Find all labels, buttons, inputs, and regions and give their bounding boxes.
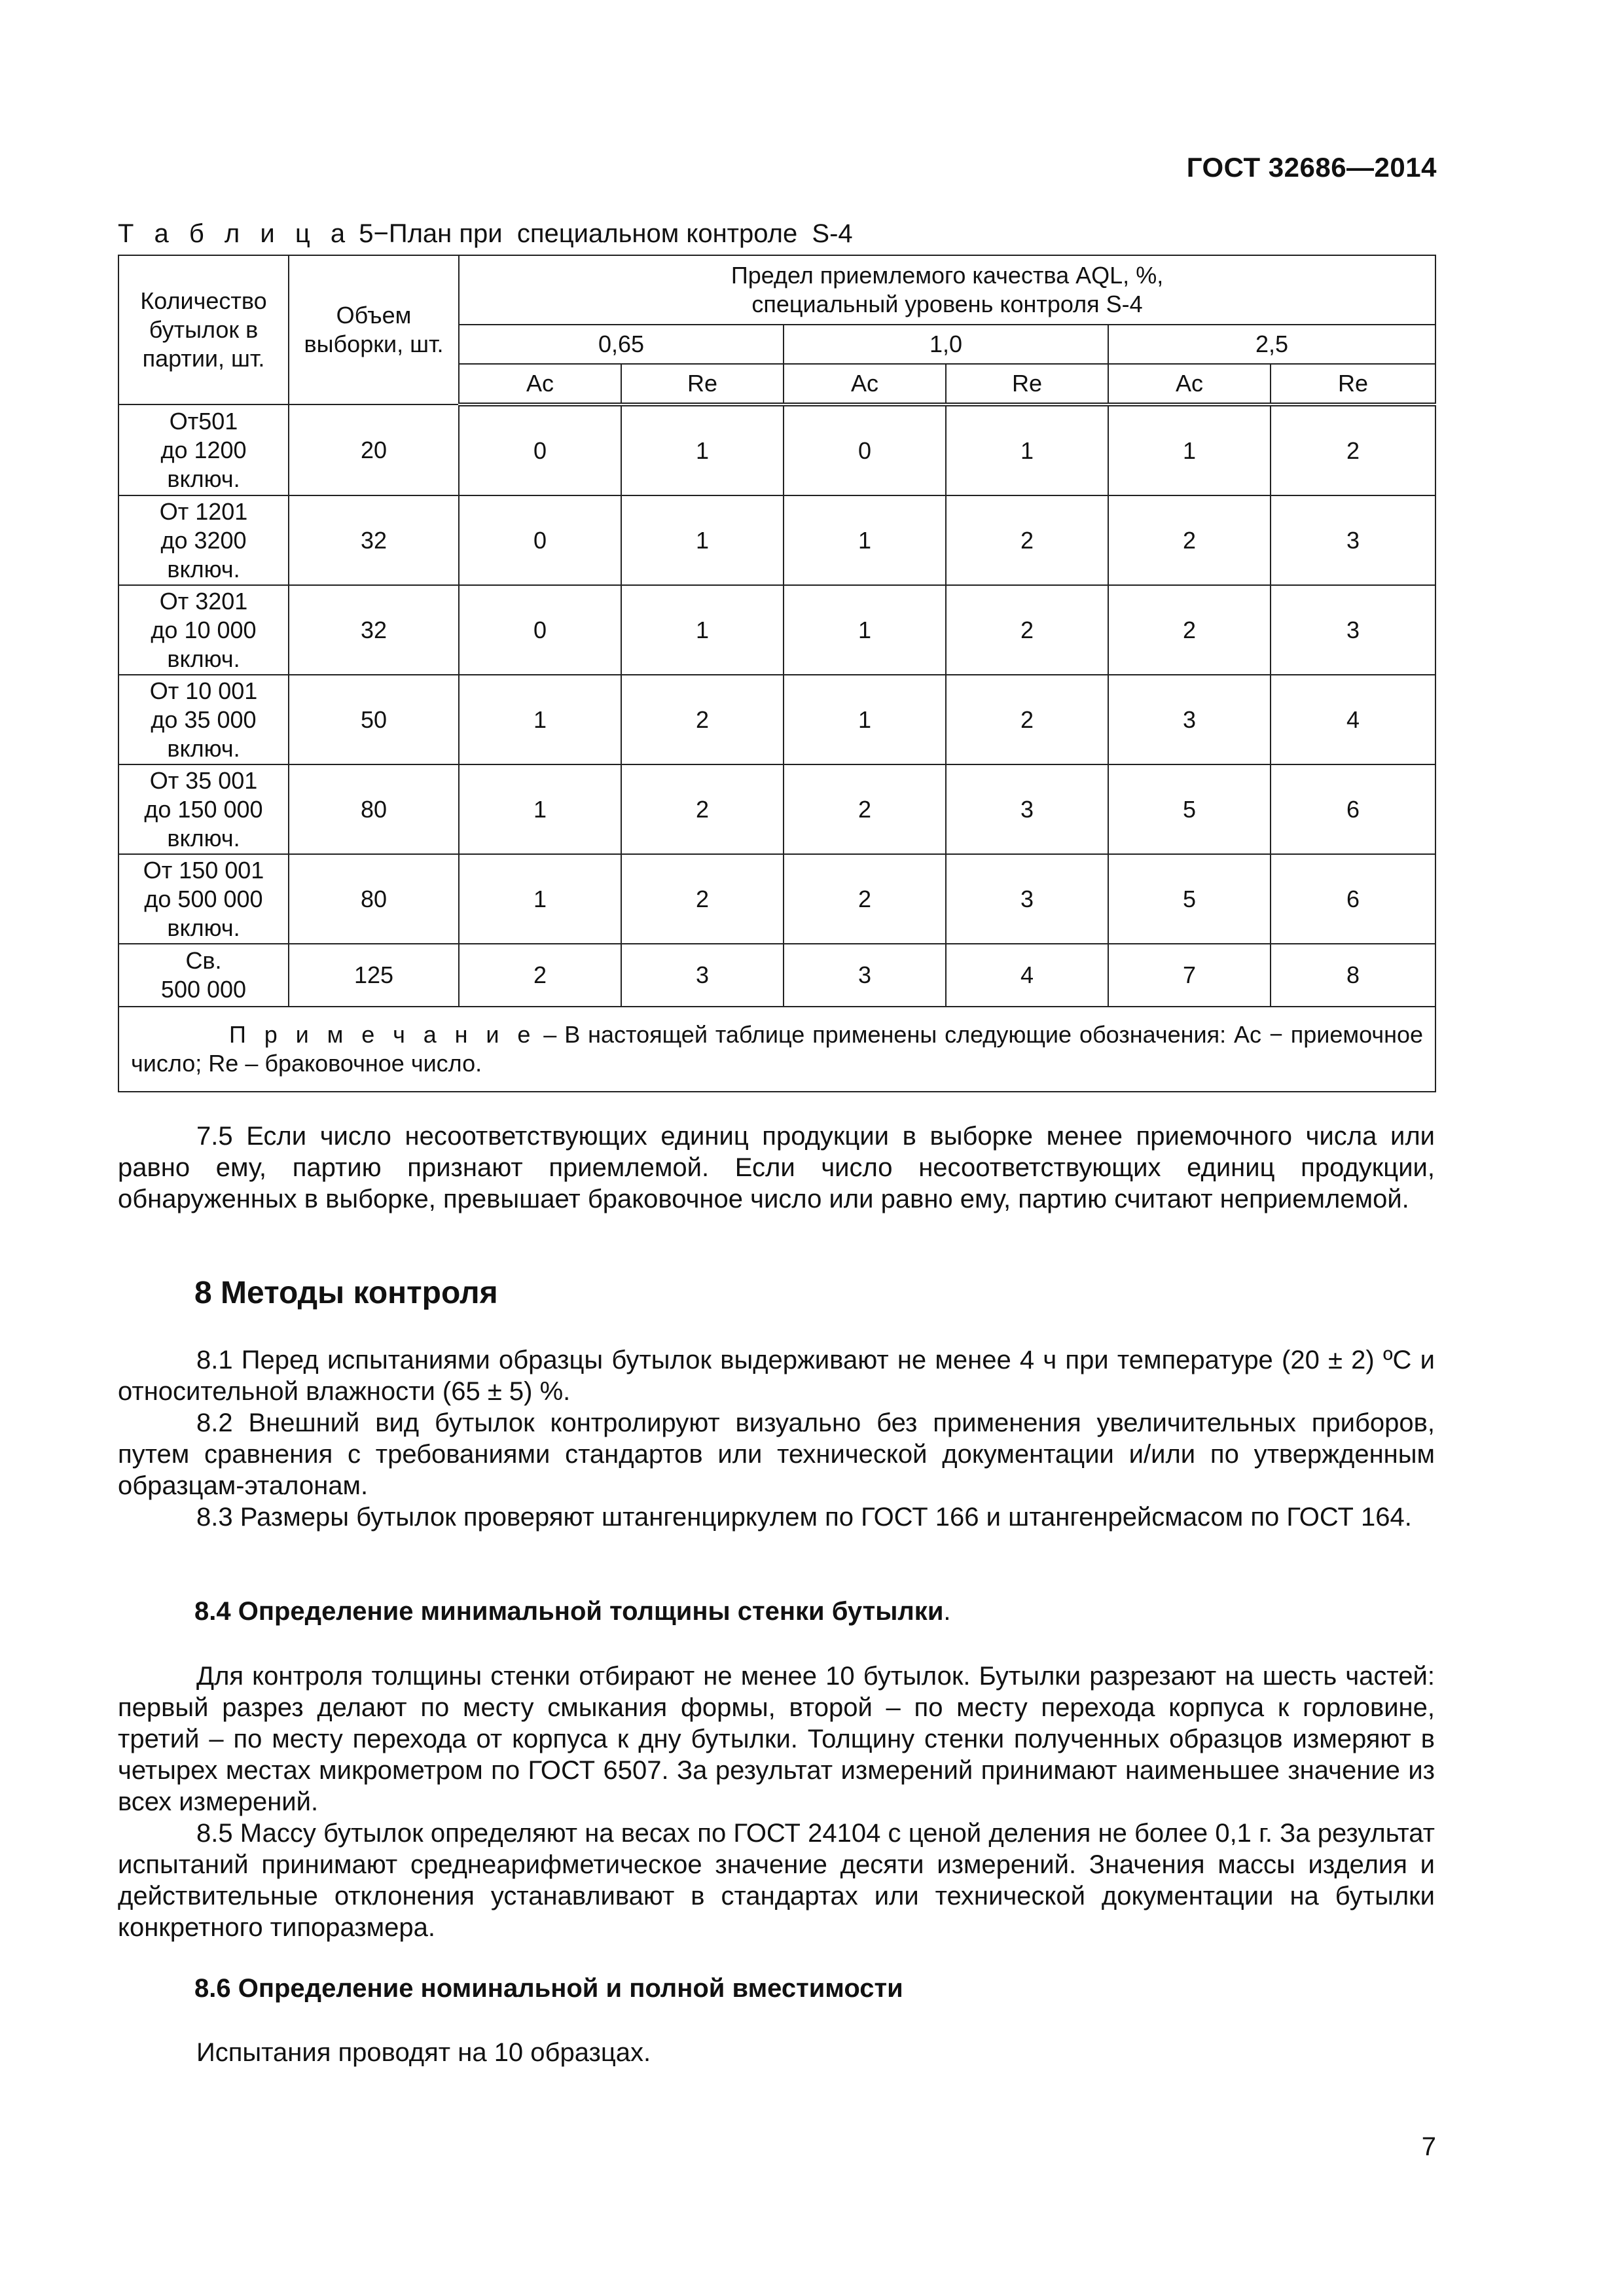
- value-cell: 1: [784, 675, 946, 764]
- lot-range-cell: От 35 001 до 150 000 включ.: [118, 764, 289, 854]
- value-cell: 3: [784, 944, 946, 1007]
- paragraph-8-5: 8.5 Массу бутылок определяют на весах по ГОСТ 24104 с ценой деления не более 0,1 г. За результат испытаний принимают среднеарифметическое значение десяти измерений. Значения массы изделия и действительные отклонения устанавливают в стандартах или технической документации на бутылки конкретного типоразмера.: [118, 1819, 1435, 1942]
- subsection-title-8-6: 8.6 Определение номинальной и полной вместимости: [194, 1974, 903, 2003]
- lot-range-cell: Св. 500 000: [118, 944, 289, 1007]
- value-cell: 3: [1108, 675, 1271, 764]
- value-cell: 2: [621, 854, 784, 944]
- header-level-10: 1,0: [784, 325, 1108, 364]
- table-note-text: – В настоящей таблице применены следующие обозначения: Ac − приемочное число; Re – браковочное число.: [131, 1021, 1424, 1077]
- value-cell: 1: [1108, 404, 1271, 495]
- value-cell: 1: [946, 404, 1108, 495]
- header-ac: Ac: [784, 364, 946, 404]
- table-row: [118, 944, 1435, 1007]
- lot-range-cell: От 3201 до 10 000 включ.: [118, 585, 289, 675]
- paragraph-8-2: 8.2 Внешний вид бутылок контролируют визуально без применения увеличительных приборов, путем сравнения с требованиями стандартов или технической документации и/или по утвержденным образцам-эталонам.: [118, 1408, 1435, 1500]
- value-cell: 2: [621, 675, 784, 764]
- value-cell: 2: [946, 495, 1108, 585]
- table-caption-lead: Т а б л и ц а: [118, 219, 352, 248]
- header-level-25: 2,5: [1108, 325, 1435, 364]
- value-cell: 0: [459, 495, 621, 585]
- value-cell: 2: [621, 764, 784, 854]
- value-cell: 1: [784, 585, 946, 675]
- table-caption-text: 5−План при специальном контроле S-4: [352, 219, 853, 248]
- value-cell: 3: [1271, 495, 1435, 585]
- paragraph-8-1: 8.1 Перед испытаниями образцы бутылок выдерживают не менее 4 ч при температуре (20 ± 2) ºС и относительной влажности (65 ± 5) %.: [118, 1346, 1435, 1406]
- header-aql: [459, 255, 1435, 325]
- value-cell: 6: [1271, 764, 1435, 854]
- value-cell: 2: [784, 764, 946, 854]
- value-cell: 1: [784, 495, 946, 585]
- table-row: [118, 585, 1435, 675]
- value-cell: 1: [621, 585, 784, 675]
- header-aql-line2: специальный уровень контроля S-4: [751, 291, 1143, 317]
- sample-size-cell: 50: [289, 675, 459, 764]
- value-cell: 0: [784, 404, 946, 495]
- lot-range-cell: От 150 001 до 500 000 включ.: [118, 854, 289, 944]
- table-row: [118, 854, 1435, 944]
- header-level-065: 0,65: [459, 325, 784, 364]
- value-cell: 4: [946, 944, 1108, 1007]
- value-cell: 6: [1271, 854, 1435, 944]
- header-re: Re: [946, 364, 1108, 404]
- header-re: Re: [1271, 364, 1435, 404]
- sampling-plan-table: [118, 255, 1436, 1092]
- value-cell: 3: [621, 944, 784, 1007]
- value-cell: 4: [1271, 675, 1435, 764]
- value-cell: 1: [621, 495, 784, 585]
- value-cell: 8: [1271, 944, 1435, 1007]
- paragraph-8-6: Испытания проводят на 10 образцах.: [196, 2038, 651, 2067]
- value-cell: 3: [1271, 585, 1435, 675]
- header-sample-size: Объем выборки, шт.: [289, 255, 459, 404]
- table-row: [118, 764, 1435, 854]
- table-row: [118, 404, 1435, 495]
- lot-range-cell: От 1201 до 3200 включ.: [118, 495, 289, 585]
- value-cell: 2: [946, 585, 1108, 675]
- sample-size-cell: 125: [289, 944, 459, 1007]
- paragraph-7-5: 7.5 Если число несоответствующих единиц продукции в выборке менее приемочного числа или равно ему, партию признают приемлемой. Если число несоответствующих единиц продукции, обнаруженных в выборке, превышает браковочное число или равно ему, партию считают неприемлемой.: [118, 1122, 1435, 1213]
- table-note: [118, 1007, 1435, 1092]
- header-ac: Ac: [1108, 364, 1271, 404]
- table-row: [118, 675, 1435, 764]
- value-cell: 0: [459, 404, 621, 495]
- value-cell: 1: [459, 764, 621, 854]
- value-cell: 1: [621, 404, 784, 495]
- value-cell: 5: [1108, 764, 1271, 854]
- table-caption: [118, 219, 853, 249]
- section-title: 8 Методы контроля: [194, 1276, 498, 1310]
- sample-size-cell: 32: [289, 495, 459, 585]
- value-cell: 2: [946, 675, 1108, 764]
- value-cell: 7: [1108, 944, 1271, 1007]
- header-ac: Ac: [459, 364, 621, 404]
- value-cell: 0: [459, 585, 621, 675]
- table-row: [118, 495, 1435, 585]
- value-cell: 1: [459, 675, 621, 764]
- value-cell: 5: [1108, 854, 1271, 944]
- paragraph-8-3: 8.3 Размеры бутылок проверяют штангенциркулем по ГОСТ 166 и штангенрейсмасом по ГОСТ 164.: [196, 1503, 1412, 1532]
- value-cell: 2: [1271, 404, 1435, 495]
- header-aql-line1: Предел приемлемого качества AQL, %,: [731, 262, 1164, 289]
- value-cell: 2: [1108, 585, 1271, 675]
- paragraph-8-4: Для контроля толщины стенки отбирают не менее 10 бутылок. Бутылки разрезают на шесть частей: первый разрез делают по месту смыкания формы, второй – по месту перехода корпуса к горловине, третий – по месту перехода от корпуса к дну бутылки. Толщину стенки полученных образцов измеряют в четырех местах микрометром по ГОСТ 6507. За результат измерений принимают наименьшее значение из всех измерений.: [118, 1662, 1435, 1816]
- standard-header: ГОСТ 32686—2014: [1186, 152, 1437, 183]
- lot-range-cell: От 10 001 до 35 000 включ.: [118, 675, 289, 764]
- header-re: Re: [621, 364, 784, 404]
- value-cell: 3: [946, 764, 1108, 854]
- subsection-title-8-4: 8.4 Определение минимальной толщины стенки бутылки.: [194, 1597, 951, 1626]
- page-number: 7: [1421, 2132, 1436, 2161]
- value-cell: 3: [946, 854, 1108, 944]
- value-cell: 1: [459, 854, 621, 944]
- table-note-lead: П р и м е ч а н и е: [229, 1021, 536, 1048]
- sample-size-cell: 20: [289, 404, 459, 495]
- header-lot-quantity: Количество бутылок в партии, шт.: [118, 255, 289, 404]
- sample-size-cell: 32: [289, 585, 459, 675]
- sample-size-cell: 80: [289, 854, 459, 944]
- lot-range-cell: От501 до 1200 включ.: [118, 404, 289, 495]
- value-cell: 2: [1108, 495, 1271, 585]
- sample-size-cell: 80: [289, 764, 459, 854]
- value-cell: 2: [784, 854, 946, 944]
- value-cell: 2: [459, 944, 621, 1007]
